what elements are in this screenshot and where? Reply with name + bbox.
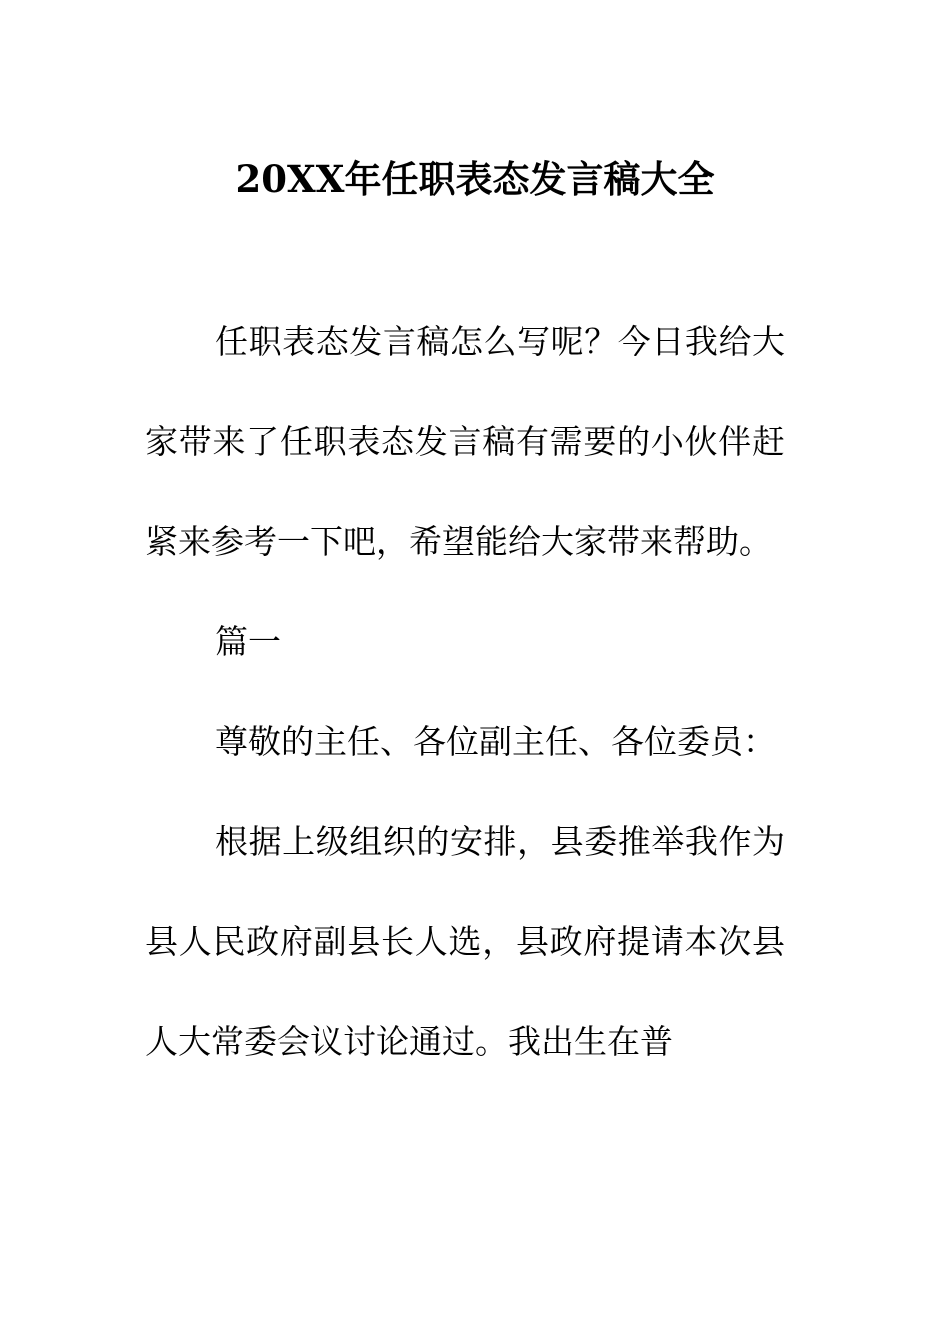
- speech-paragraph: 根据上级组织的安排，县委推举我作为县人民政府副县长人选，县政府提请本次县人大常委会议讨论通过。我出生在普: [145, 822, 785, 1061]
- salutation-paragraph: 尊敬的主任、各位副主任、各位委员：: [215, 722, 776, 761]
- section-heading: 篇一: [215, 622, 281, 661]
- document-title: 20XX年任职表态发言稿大全: [235, 156, 715, 201]
- intro-paragraph: 任职表态发言稿怎么写呢？今日我给大家带来了任职表态发言稿有需要的小伙伴赶紧来参考一下吧，希望能给大家带来帮助。: [145, 322, 785, 561]
- document-body: [145, 292, 805, 1092]
